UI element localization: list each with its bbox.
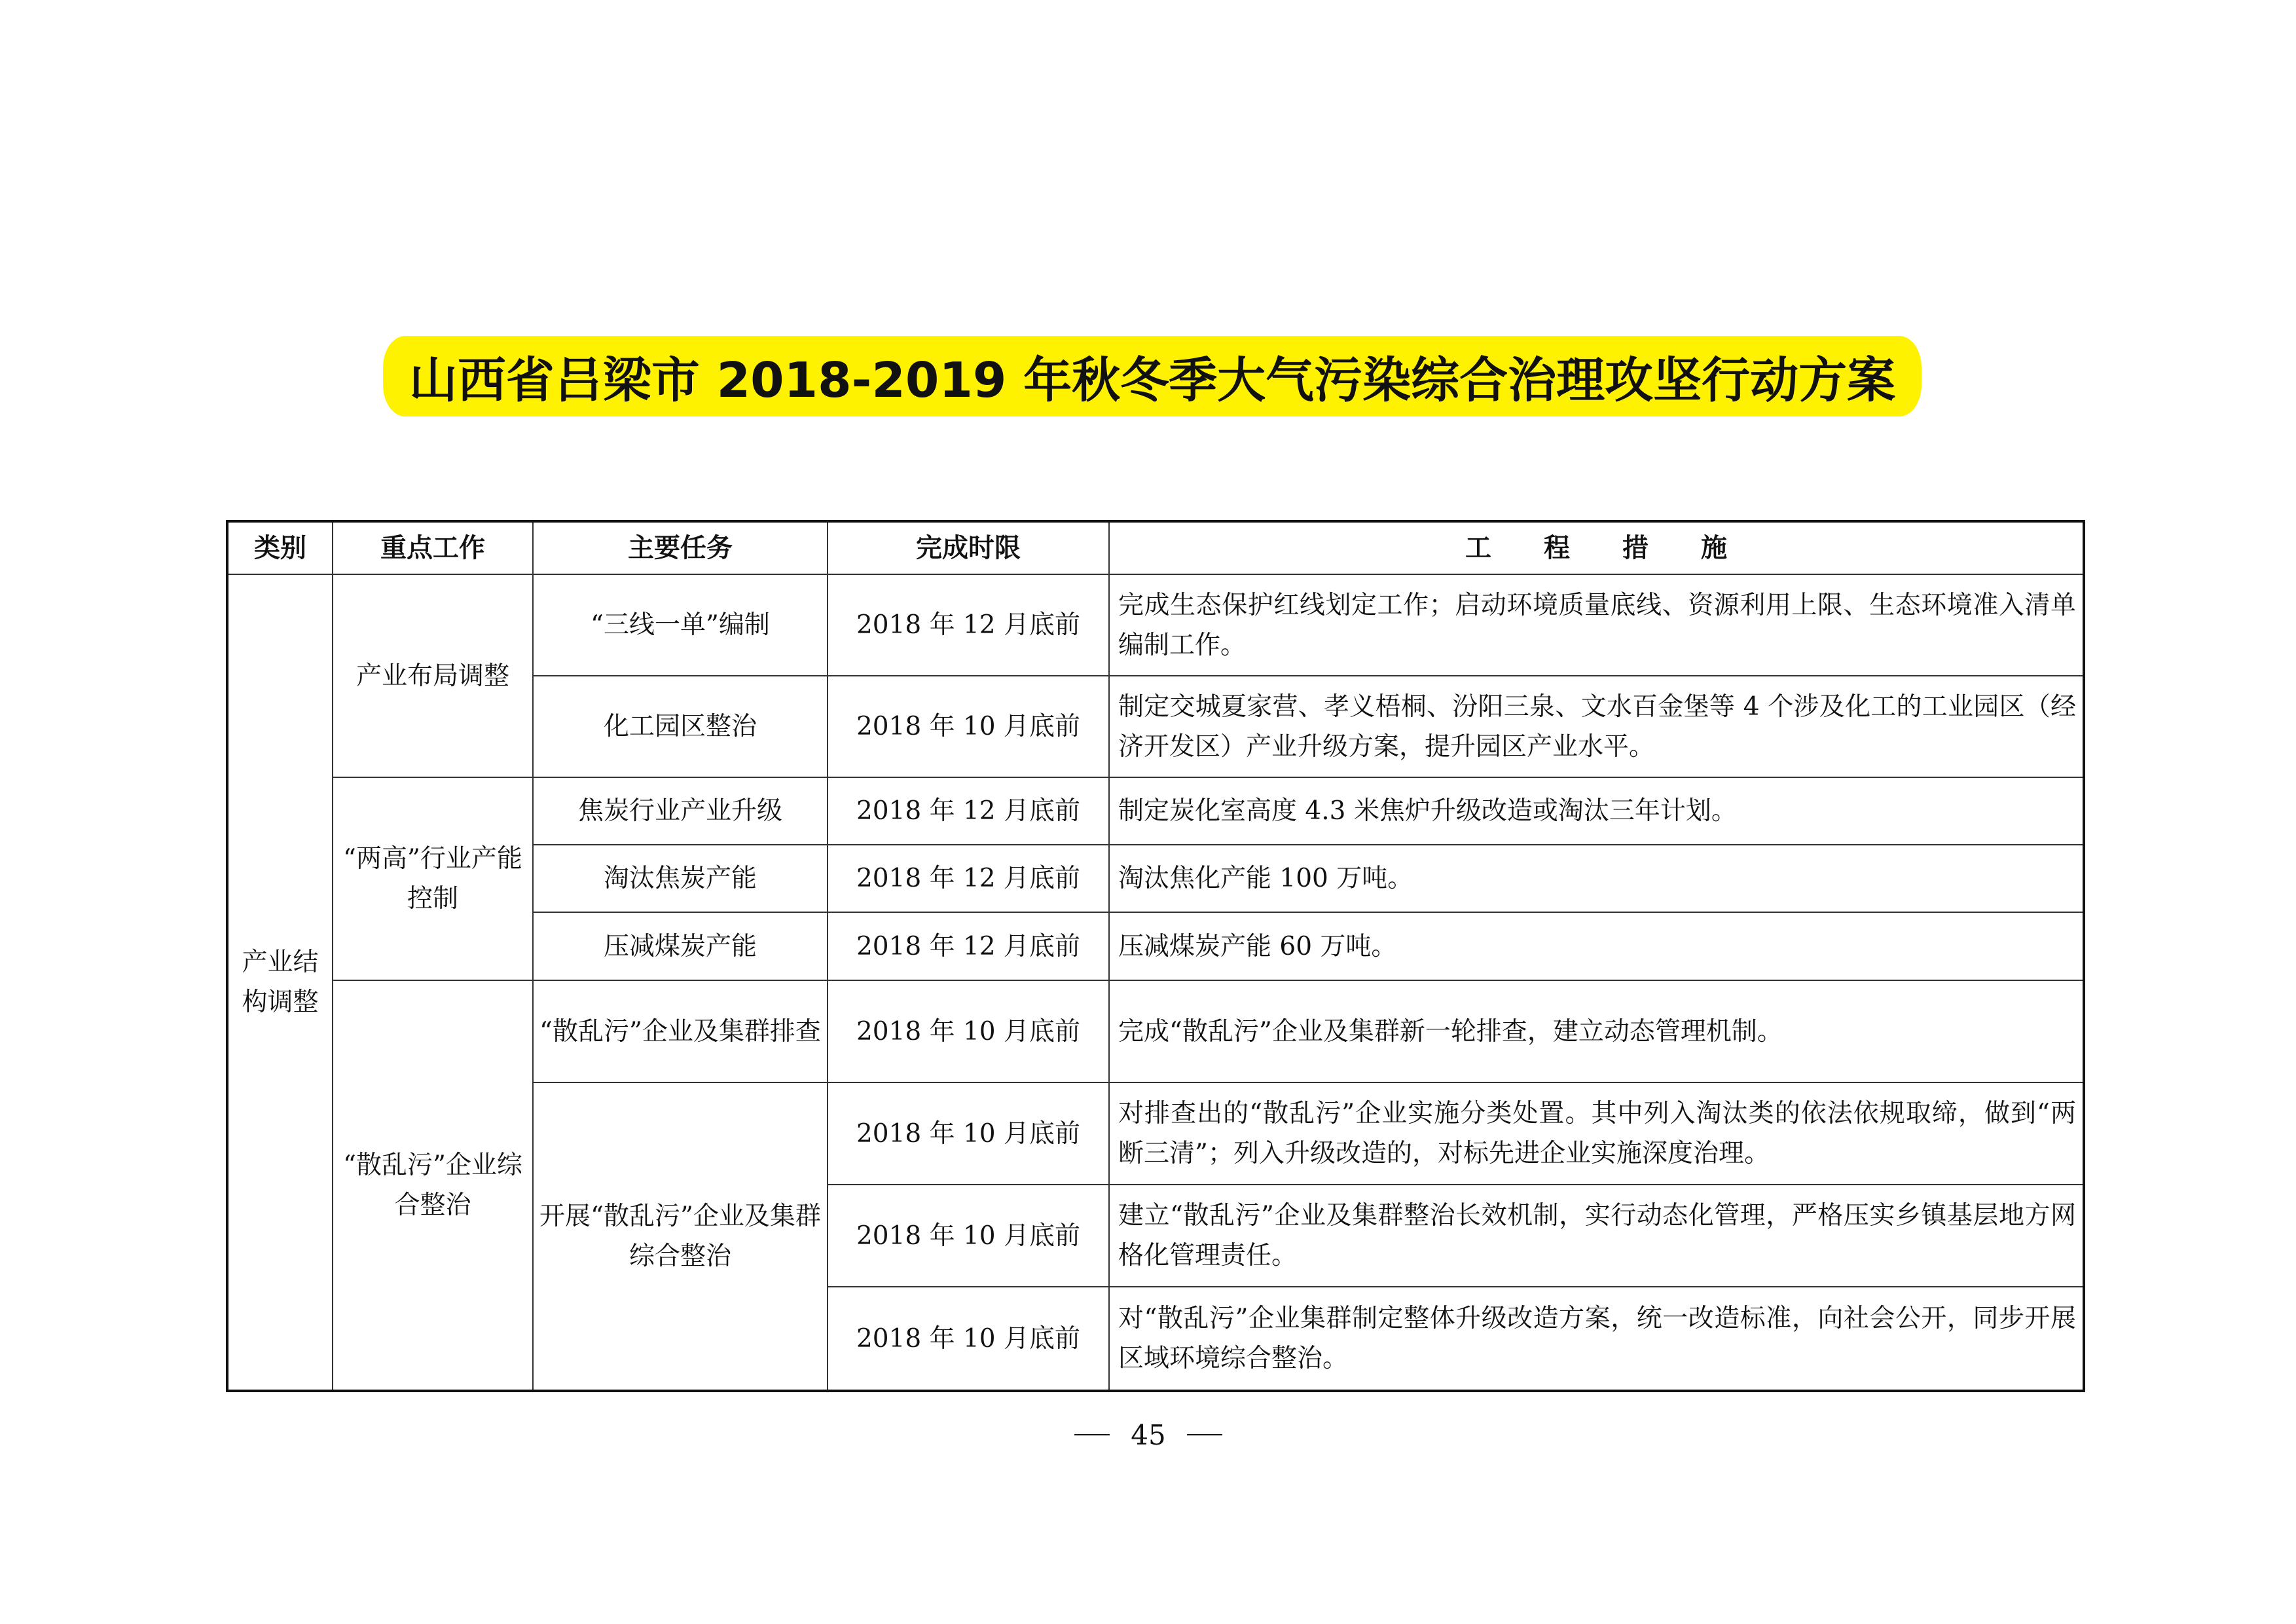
footer-dash-right [1187,1434,1222,1435]
deadline-1: 2018 年 12 月底前 [828,575,1110,676]
header-main-task: 主要任务 [534,523,828,575]
key-work-layout: 产业布局调整 [333,575,534,778]
page-footer [1050,1412,1247,1458]
deadline-3: 2018 年 12 月底前 [828,778,1110,845]
deadline-9: 2018 年 10 月底前 [828,1287,1110,1390]
task-coking-upgrade: 焦炭行业产业升级 [534,778,828,845]
header-deadline: 完成时限 [828,523,1110,575]
title-highlight [383,336,1922,416]
footer-dash-left [1074,1434,1110,1435]
measure-1: 完成生态保护红线划定工作；启动环境质量底线、资源利用上限、生态环境准入清单编制工作。 [1110,575,2083,676]
deadline-4: 2018 年 12 月底前 [828,845,1110,913]
deadline-5: 2018 年 12 月底前 [828,913,1110,981]
category-cell: 产业结构调整 [228,575,333,1390]
measure-3: 制定炭化室高度 4.3 米焦炉升级改造或淘汰三年计划。 [1110,778,2083,845]
deadline-8: 2018 年 10 月底前 [828,1185,1110,1287]
measure-7: 对排查出的“散乱污”企业实施分类处置。其中列入淘汰类的依法依规取缔，做到“两断三清”；列入升级改造的，对标先进企业实施深度治理。 [1110,1083,2083,1185]
deadline-6: 2018 年 10 月底前 [828,981,1110,1083]
task-chemical-park: 化工园区整治 [534,676,828,778]
deadline-7: 2018 年 10 月底前 [828,1083,1110,1185]
measure-2: 制定交城夏家营、孝义梧桐、汾阳三泉、文水百金堡等 4 个涉及化工的工业园区（经济开发区）产业升级方案，提升园区产业水平。 [1110,676,2083,778]
header-category: 类别 [228,523,333,575]
document-title: 山西省吕梁市 2018-2019 年秋冬季大气污染综合治理攻坚行动方案 [409,352,1896,409]
measure-6: 完成“散乱污”企业及集群新一轮排查，建立动态管理机制。 [1110,981,2083,1083]
header-key-work: 重点工作 [333,523,534,575]
task-scattered-rectification: 开展“散乱污”企业及集群综合整治 [534,1083,828,1390]
task-three-lines: “三线一单”编制 [534,575,828,676]
measure-9: 对“散乱污”企业集群制定整体升级改造方案，统一改造标准，向社会公开，同步开展区域环境综合整治。 [1118,1304,2076,1373]
page-number: 45 [1131,1418,1166,1451]
measure-4: 淘汰焦化产能 100 万吨。 [1110,845,2083,913]
task-eliminate-coke: 淘汰焦炭产能 [534,845,828,913]
action-plan-table [226,520,2085,1392]
task-reduce-coal: 压减煤炭产能 [534,913,828,981]
key-work-scattered: “散乱污”企业综合整治 [333,981,534,1390]
measure-8: 建立“散乱污”企业及集群整治长效机制，实行动态化管理，严格压实乡镇基层地方网格化管理责任。 [1110,1185,2083,1287]
task-scattered-survey: “散乱污”企业及集群排查 [534,981,828,1083]
measure-5: 压减煤炭产能 60 万吨。 [1110,913,2083,981]
deadline-2: 2018 年 10 月底前 [828,676,1110,778]
header-measures: 工 程 措 施 [1110,523,2083,575]
key-work-capacity: “两高”行业产能控制 [333,778,534,981]
